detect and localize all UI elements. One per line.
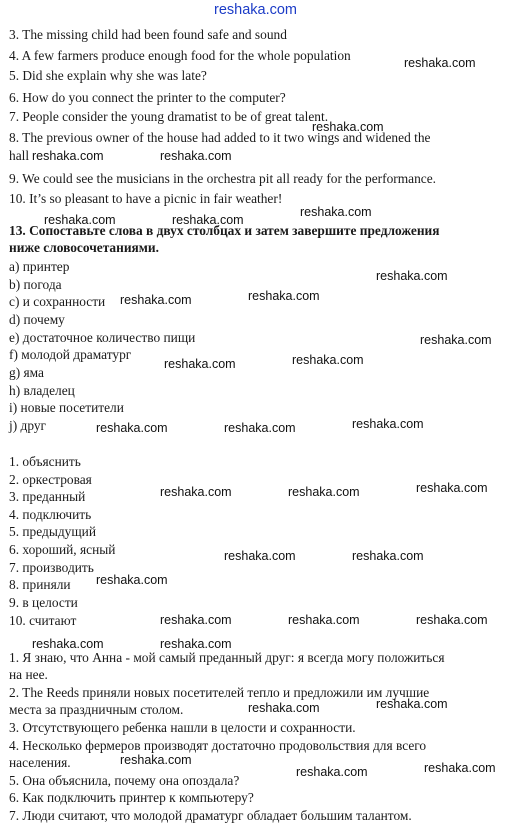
column-b-item: 7. производить	[9, 560, 94, 575]
watermark: reshaka.com	[96, 573, 168, 587]
column-b-item: 8. приняли	[9, 577, 71, 592]
column-a-item: h) владелец	[9, 383, 75, 398]
column-b-item: 5. предыдущий	[9, 524, 96, 539]
column-a-item: c) и сохранности	[9, 294, 106, 309]
column-b-item: 6. хороший, ясный	[9, 542, 116, 557]
watermark: reshaka.com	[96, 421, 168, 435]
watermark: reshaka.com	[32, 149, 104, 163]
watermark: reshaka.com	[160, 637, 232, 651]
watermark: reshaka.com	[296, 765, 368, 779]
watermark: reshaka.com	[248, 289, 320, 303]
column-a-item: g) яма	[9, 365, 44, 380]
watermark: reshaka.com	[164, 357, 236, 371]
ru-sentence-2: 2. The Reeds приняли новых посетителей тепло и предложили им лучшие	[9, 685, 430, 700]
ru-sentence-1: 1. Я знаю, что Анна - мой самый преданный друг: я всегда могу положиться	[9, 650, 445, 665]
watermark: reshaka.com	[248, 701, 320, 715]
en-sentence-6: 6. How do you connect the printer to the computer?	[9, 90, 286, 105]
en-sentence-3: 3. The missing child had been found safe and sound	[9, 27, 287, 42]
ru-sentence-5: 5. Она объяснила, почему она опоздала?	[9, 773, 240, 788]
column-a-item: i) новые посетители	[9, 400, 124, 415]
en-sentence-4: 4. A few farmers produce enough food for the whole population	[9, 48, 351, 63]
watermark: reshaka.com	[424, 761, 496, 775]
watermark: reshaka.com	[376, 697, 448, 711]
column-b-item: 2. оркестровая	[9, 472, 92, 487]
watermark: reshaka.com	[416, 613, 488, 627]
watermark: reshaka.com	[288, 613, 360, 627]
column-b-item: 10. считают	[9, 613, 77, 628]
ru-sentence-1-cont: на нее.	[9, 667, 48, 682]
en-sentence-5: 5. Did she explain why she was late?	[9, 68, 207, 83]
watermark: reshaka.com	[172, 213, 244, 227]
en-sentence-7: 7. People consider the young dramatist to be of great talent.	[9, 109, 329, 124]
column-b-item: 1. объяснить	[9, 454, 81, 469]
ru-sentence-6: 6. Как подключить принтер к компьютеру?	[9, 790, 254, 805]
watermark: reshaka.com	[120, 753, 192, 767]
column-b-item: 9. в целости	[9, 595, 78, 610]
column-a-item: j) друг	[9, 418, 47, 433]
watermark: reshaka.com	[416, 481, 488, 495]
watermark: reshaka.com	[288, 485, 360, 499]
watermark: reshaka.com	[292, 353, 364, 367]
en-sentence-8: 8. The previous owner of the house had added to it two wings and widened the	[9, 130, 431, 145]
en-sentence-8-cont: hall	[9, 148, 30, 163]
watermark: reshaka.com	[32, 637, 104, 651]
column-a-item: b) погода	[9, 277, 62, 292]
watermark-top: reshaka.com	[214, 2, 298, 18]
column-b-item: 4. подключить	[9, 507, 92, 522]
watermark: reshaka.com	[376, 269, 448, 283]
watermark: reshaka.com	[420, 333, 492, 347]
watermark: reshaka.com	[224, 421, 296, 435]
ru-sentence-4: 4. Несколько фермеров производят достаточно продовольствия для всего	[9, 738, 427, 753]
en-sentence-9: 9. We could see the musicians in the orchestra pit all ready for the performance.	[9, 171, 437, 186]
watermark: reshaka.com	[160, 613, 232, 627]
watermark: reshaka.com	[160, 149, 232, 163]
watermark: reshaka.com	[352, 549, 424, 563]
task-heading-line1: 13. Сопоставьте слова в двух столбцах и затем завершите предложения	[9, 223, 440, 238]
ru-sentence-4-cont: населения.	[9, 755, 71, 770]
watermark: reshaka.com	[120, 293, 192, 307]
watermark: reshaka.com	[44, 213, 116, 227]
column-b-item: 3. преданный	[9, 489, 86, 504]
watermark: reshaka.com	[160, 485, 232, 499]
column-a-item: e) достаточное количество пищи	[9, 330, 196, 345]
column-a-item: f) молодой драматург	[9, 347, 132, 362]
en-sentence-10: 10. It’s so pleasant to have a picnic in fair weather!	[9, 191, 283, 206]
column-a-item: d) почему	[9, 312, 65, 327]
watermark: reshaka.com	[404, 56, 476, 70]
watermark: reshaka.com	[224, 549, 296, 563]
ru-sentence-3: 3. Отсутствующего ребенка нашли в целости и сохранности.	[9, 720, 356, 735]
task-heading-line2: ниже словосочетаниями.	[9, 240, 159, 255]
watermark: reshaka.com	[352, 417, 424, 431]
watermark: reshaka.com	[300, 205, 372, 219]
ru-sentence-7: 7. Люди считают, что молодой драматург обладает большим талантом.	[9, 808, 412, 823]
column-a-item: a) принтер	[9, 259, 70, 274]
watermark: reshaka.com	[312, 120, 384, 134]
ru-sentence-2-cont: места за праздничным столом.	[9, 702, 184, 717]
